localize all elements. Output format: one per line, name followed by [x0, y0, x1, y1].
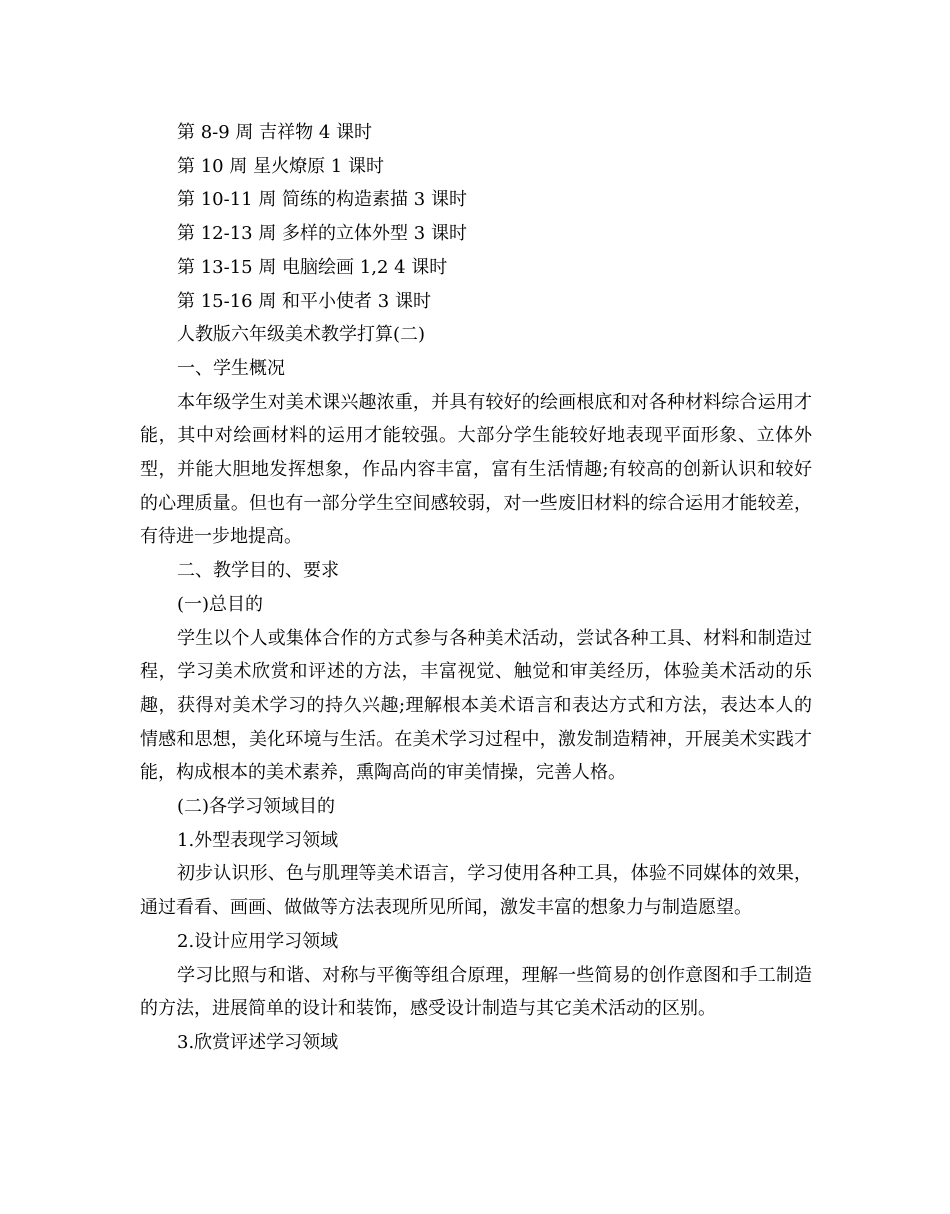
- document-body: [140, 116, 812, 1060]
- paragraph-form-expression: 初步认识形、色与肌理等美术语言，学习使用各种工具，体验不同媒体的效果，通过看看、画画、做做等方法表现所见所闻，激发丰富的想象力与制造愿望。: [140, 863, 812, 919]
- subheading-area-goals: (二)各学习领域目的: [177, 796, 336, 818]
- section-heading-student-overview: 一、学生概况: [177, 357, 285, 379]
- schedule-line: 第 12-13 周 多样的立体外型 3 课时: [177, 223, 467, 245]
- area-heading-form-expression: 1.外型表现学习领域: [177, 829, 339, 851]
- subheading-overall-goal: (一)总目的: [177, 593, 264, 615]
- schedule-line: 第 10 周 星火燎原 1 课时: [177, 155, 384, 177]
- document-title: 人教版六年级美术教学打算(二): [177, 324, 426, 346]
- schedule-line: 第 15-16 周 和平小使者 3 课时: [177, 290, 431, 312]
- section-heading-teaching-goals: 二、教学目的、要求: [177, 560, 339, 582]
- paragraph-design-application: 学习比照与和谐、对称与平衡等组合原理，理解一些简易的创作意图和手工制造的方法，进展简单的设计和装饰，感受设计制造与其它美术活动的区别。: [140, 964, 812, 1020]
- area-heading-appreciation: 3.欣赏评述学习领域: [177, 1031, 339, 1053]
- schedule-line: 第 10-11 周 简练的构造素描 3 课时: [177, 189, 467, 211]
- schedule-line: 第 8-9 周 吉祥物 4 课时: [177, 122, 373, 143]
- area-heading-design-application: 2.设计应用学习领域: [177, 930, 339, 952]
- schedule-line: 第 13-15 周 电脑绘画 1,2 4 课时: [177, 256, 448, 278]
- paragraph-overall-goal: 学生以个人或集体合作的方式参与各种美术活动，尝试各种工具、材料和制造过程，学习美术欣赏和评述的方法，丰富视觉、触觉和审美经历，体验美术活动的乐趣，获得对美术学习的持久兴趣;理解根本美术语言和表达方式和方法，表达本人的情感和思想，美化环境与生活。在美术学习过程中，激发制造精神，开展美术实践才能，构成根本的美术素养，熏陶高尚的审美情操，完善人格。: [140, 627, 812, 784]
- paragraph-student-overview: 本年级学生对美术课兴趣浓重，并具有较好的绘画根底和对各种材料综合运用才能，其中对绘画材料的运用才能较强。大部分学生能较好地表现平面形象、立体外型，并能大胆地发挥想象，作品内容丰富，富有生活情趣;有较高的创新认识和较好的心理质量。但也有一部分学生空间感较弱，对一些废旧材料的综合运用才能较差，有待进一步地提高。: [140, 391, 812, 548]
